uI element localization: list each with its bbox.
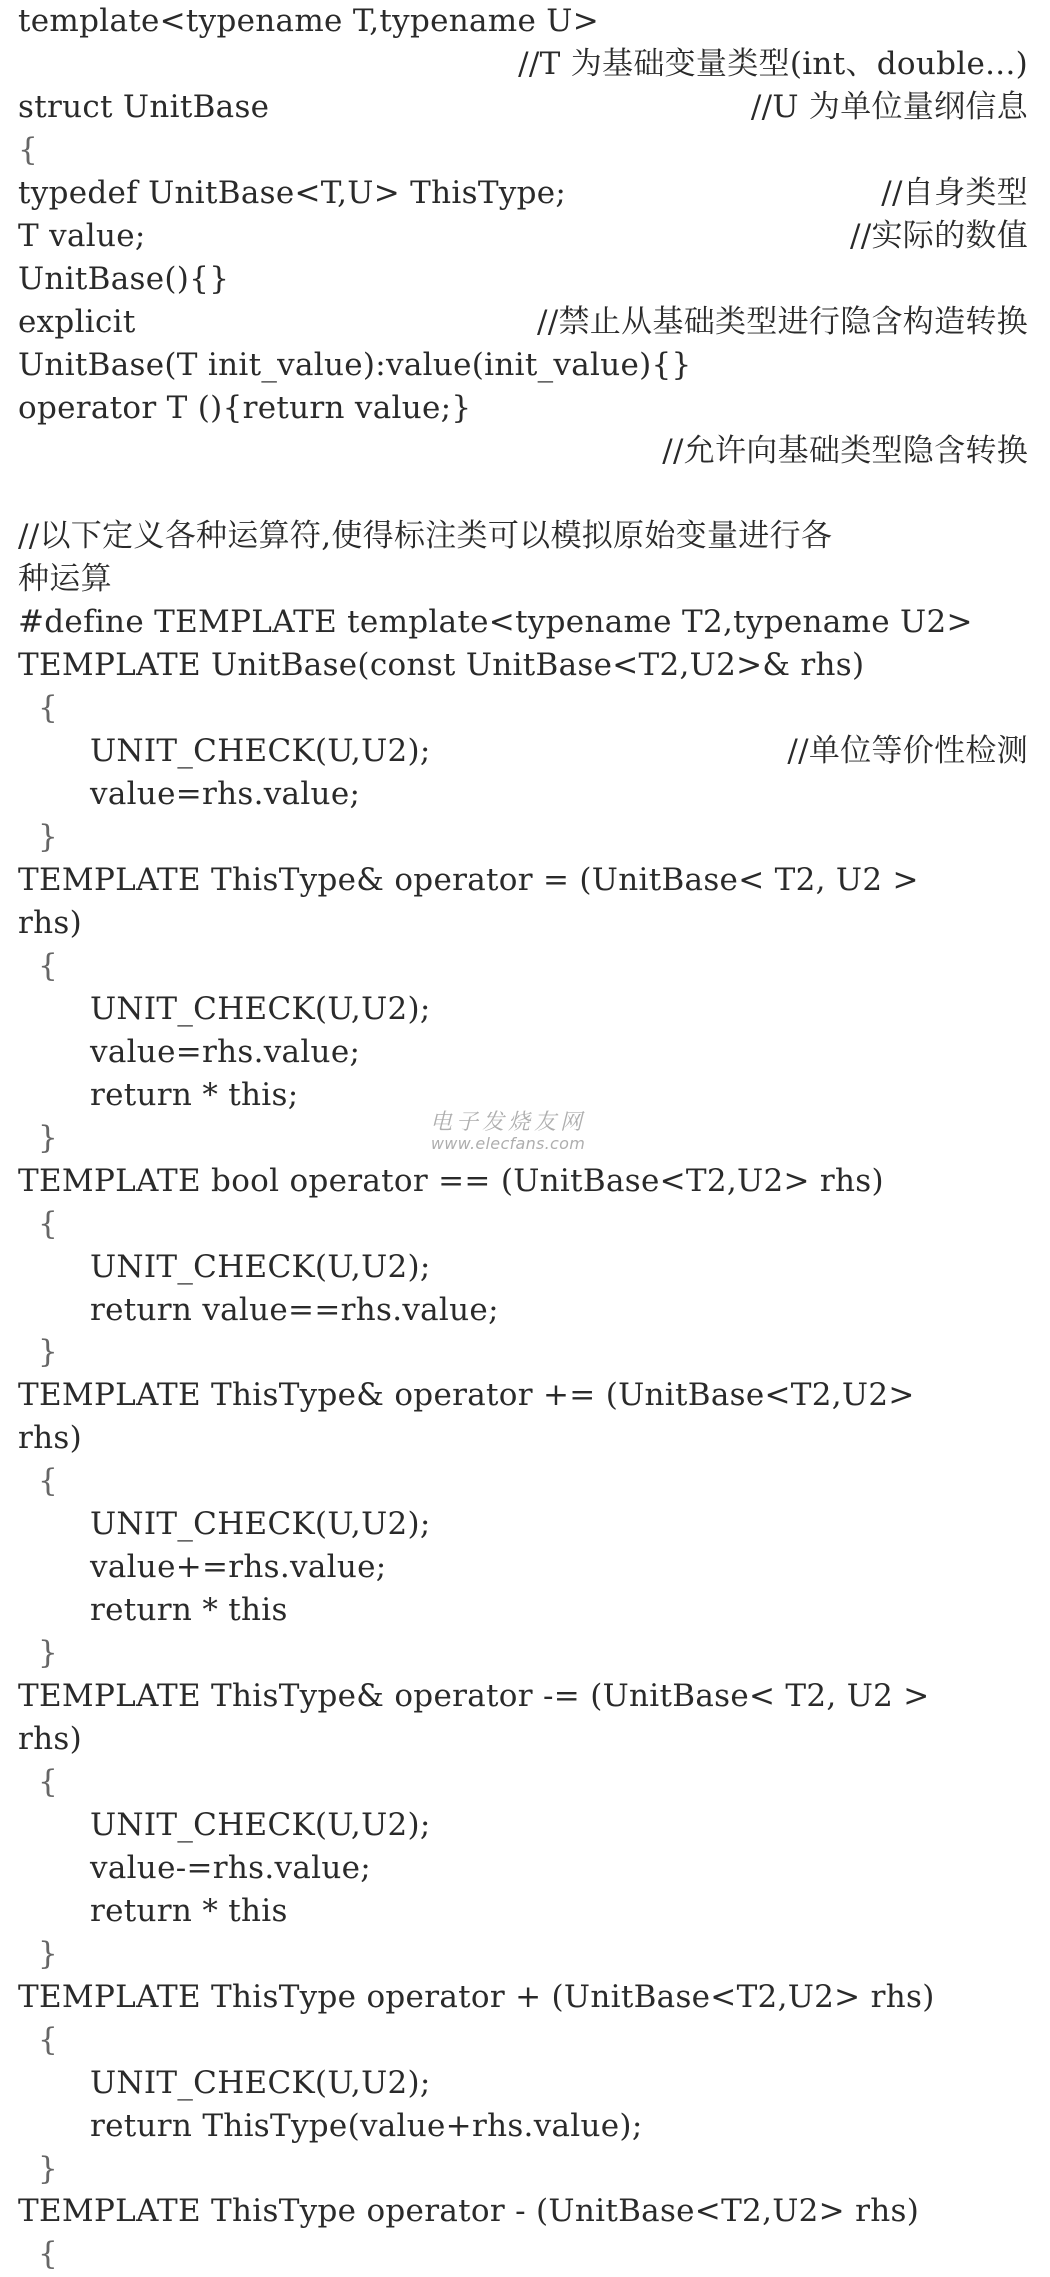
code-text: operator T (){return value;}	[18, 389, 472, 426]
code-text: typedef UnitBase<T,U> ThisType;	[18, 174, 567, 211]
code-text: {	[38, 2021, 59, 2058]
code-line	[0, 687, 1050, 730]
code-line	[0, 1632, 1050, 1675]
code-line	[0, 2062, 1050, 2105]
code-text: 种运算	[18, 561, 112, 598]
code-line	[0, 902, 1050, 945]
code-text: value=rhs.value;	[90, 1033, 361, 1070]
code-text: TEMPLATE ThisType& operator += (UnitBase<T2,U2>	[18, 1377, 915, 1414]
code-text: return value==rhs.value;	[90, 1291, 499, 1328]
code-line	[0, 172, 1050, 215]
code-line	[0, 558, 1050, 601]
code-line	[0, 644, 1050, 687]
code-line	[0, 1503, 1050, 1546]
code-text: TEMPLATE ThisType operator + (UnitBase<T2,U2> rhs)	[18, 1978, 935, 2015]
code-line	[0, 129, 1050, 172]
code-line	[0, 1589, 1050, 1632]
code-line	[0, 1031, 1050, 1074]
code-text: return * this	[90, 1592, 288, 1629]
code-text: {	[38, 690, 59, 727]
code-line	[0, 988, 1050, 1031]
code-line	[0, 1160, 1050, 1203]
watermark-url: www.elecfans.com	[430, 1134, 586, 1153]
code-line	[0, 2105, 1050, 2148]
code-line	[0, 1203, 1050, 1246]
code-line	[0, 1289, 1050, 1332]
code-line	[0, 2148, 1050, 2191]
code-line	[0, 1718, 1050, 1761]
code-comment: //自身类型	[881, 174, 1028, 211]
code-text: value-=rhs.value;	[90, 1849, 371, 1886]
code-text: {	[38, 1205, 59, 1242]
code-line	[0, 945, 1050, 988]
code-text: TEMPLATE UnitBase(const UnitBase<T2,U2>& rhs)	[18, 647, 865, 684]
code-line	[0, 258, 1050, 301]
code-text: }	[38, 1119, 59, 1156]
watermark-name: 电子发烧友网	[430, 1110, 587, 1135]
code-comment: //允许向基础类型隐含转换	[662, 432, 1028, 469]
code-text: template<typename T,typename U>	[18, 3, 599, 39]
code-text: //以下定义各种运算符,使得标注类可以模拟原始变量进行各	[18, 518, 833, 555]
code-text: #define TEMPLATE template<typename T2,typename U2>	[18, 604, 973, 641]
code-line	[0, 1246, 1050, 1289]
code-line	[0, 0, 1050, 43]
code-line	[0, 86, 1050, 129]
code-line	[0, 2233, 1050, 2276]
code-text: }	[38, 1635, 59, 1672]
code-text: }	[38, 1935, 59, 1972]
code-text: UNIT_CHECK(U,U2);	[90, 2064, 431, 2101]
code-comment: //禁止从基础类型进行隐含构造转换	[537, 303, 1028, 340]
code-line	[0, 730, 1050, 773]
code-text: value=rhs.value;	[90, 776, 361, 813]
code-line	[0, 301, 1050, 344]
code-line	[0, 1331, 1050, 1374]
code-line	[0, 2019, 1050, 2062]
code-text: explicit	[18, 303, 136, 340]
code-line	[0, 515, 1050, 558]
code-comment: //实际的数值	[850, 217, 1028, 254]
code-line	[0, 1417, 1050, 1460]
code-text: TEMPLATE ThisType operator - (UnitBase<T2,U2> rhs)	[18, 2193, 920, 2230]
code-line	[0, 773, 1050, 816]
code-comment: //单位等价性检测	[787, 733, 1028, 770]
code-text: UNIT_CHECK(U,U2);	[90, 1506, 431, 1543]
code-line	[0, 1976, 1050, 2019]
code-text: {	[38, 1763, 59, 1800]
code-text: value+=rhs.value;	[90, 1549, 387, 1586]
code-line	[0, 859, 1050, 902]
code-line	[0, 1675, 1050, 1718]
code-text: }	[38, 1334, 59, 1371]
code-text: return * this	[90, 1892, 288, 1929]
code-text: {	[38, 947, 59, 984]
code-text: return * this;	[90, 1076, 299, 1113]
code-line	[0, 43, 1050, 86]
code-text: }	[38, 2150, 59, 2187]
code-line	[0, 2190, 1050, 2233]
code-comment: //U 为单位量纲信息	[750, 88, 1028, 125]
code-text: UNIT_CHECK(U,U2);	[90, 733, 431, 770]
code-text: }	[38, 819, 59, 856]
watermark	[430, 1105, 586, 1153]
code-line	[0, 472, 1050, 515]
code-line	[0, 601, 1050, 644]
code-text: UnitBase(){}	[18, 260, 230, 297]
code-text: UNIT_CHECK(U,U2);	[90, 990, 431, 1027]
code-text: {	[38, 1463, 59, 1500]
code-text: UnitBase(T init_value):value(init_value){}	[18, 346, 692, 383]
code-text: UNIT_CHECK(U,U2);	[90, 1806, 431, 1843]
code-text: rhs)	[18, 1721, 82, 1757]
code-text: rhs)	[18, 904, 82, 941]
code-text: return ThisType(value+rhs.value);	[90, 2107, 643, 2144]
code-line	[0, 1933, 1050, 1976]
code-text: rhs)	[18, 1420, 82, 1457]
code-text: TEMPLATE ThisType& operator -= (UnitBase< T2, U2 >	[18, 1678, 930, 1715]
code-line	[0, 387, 1050, 430]
code-text: struct UnitBase	[18, 88, 270, 125]
code-line	[0, 430, 1050, 473]
code-line	[0, 1546, 1050, 1589]
code-text: T value;	[18, 217, 146, 254]
code-line	[0, 1804, 1050, 1847]
code-text: TEMPLATE bool operator == (UnitBase<T2,U2> rhs)	[18, 1162, 884, 1199]
code-line	[0, 1374, 1050, 1417]
code-text: {	[38, 2236, 59, 2273]
code-line	[0, 344, 1050, 387]
code-line	[0, 816, 1050, 859]
code-text: UNIT_CHECK(U,U2);	[90, 1248, 431, 1285]
code-line	[0, 215, 1050, 258]
code-line	[0, 1761, 1050, 1804]
code-line	[0, 1460, 1050, 1503]
code-line	[0, 1847, 1050, 1890]
code-text: {	[18, 131, 39, 168]
code-line	[0, 1890, 1050, 1933]
code-comment: //T 为基础变量类型(int、double...)	[518, 45, 1028, 82]
code-text: TEMPLATE ThisType& operator = (UnitBase< T2, U2 >	[18, 862, 919, 898]
